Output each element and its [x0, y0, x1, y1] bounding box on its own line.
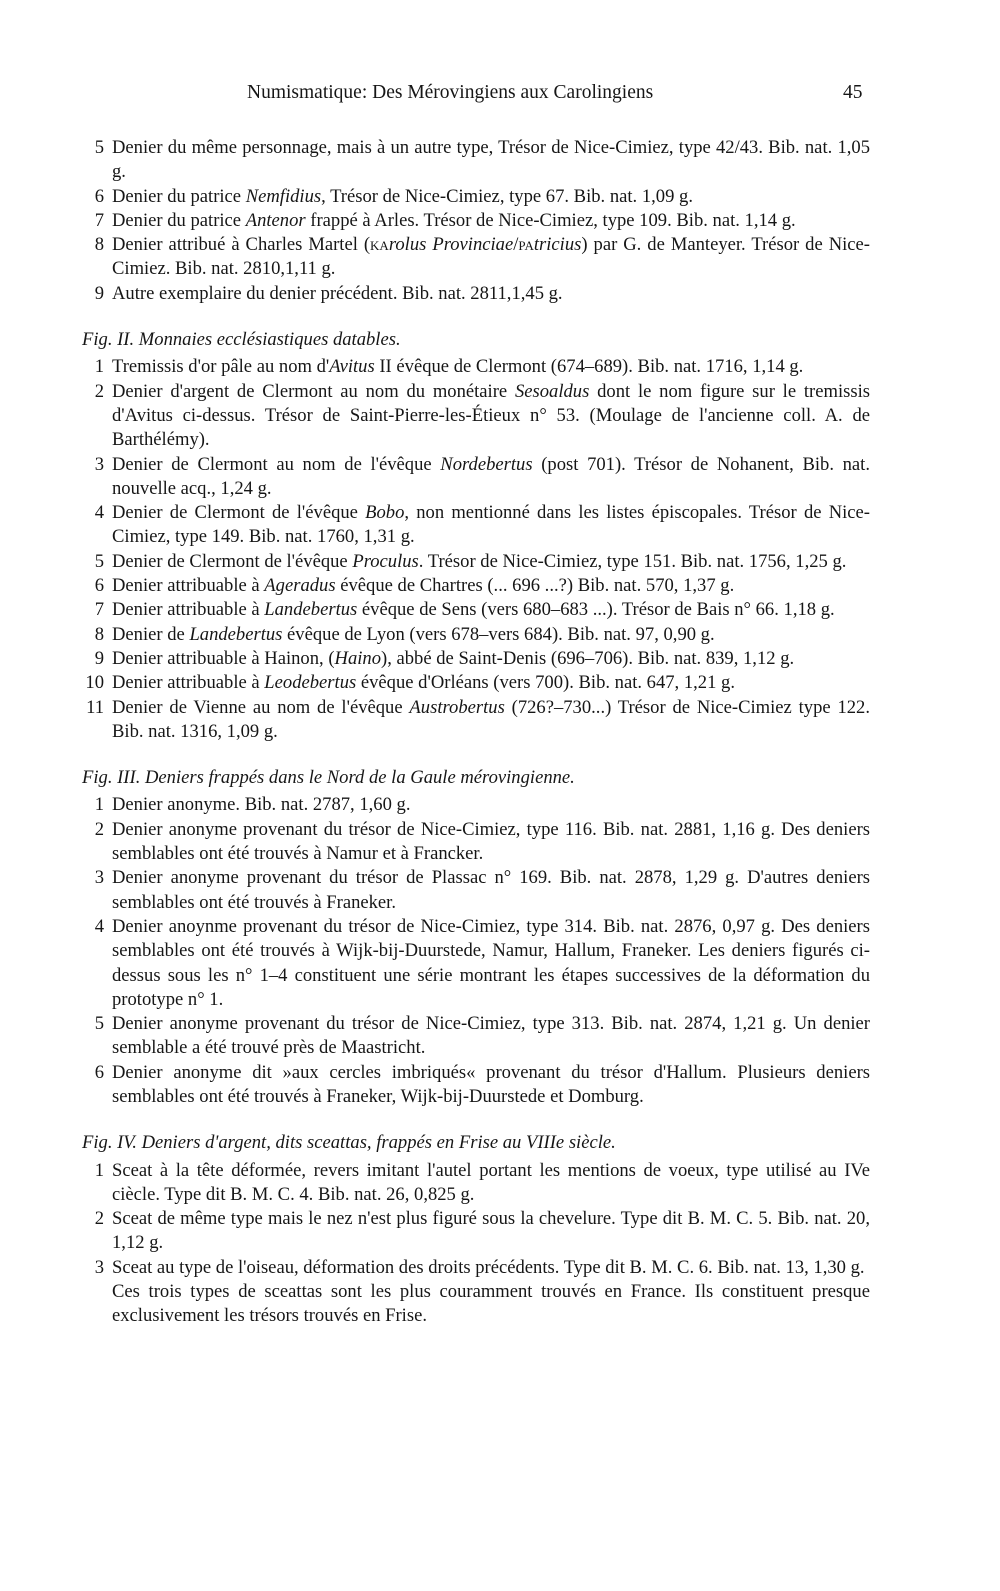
entry-number: 2 [94, 380, 104, 402]
entry-number: 5 [94, 1013, 104, 1035]
entry-number: 1 [94, 1159, 104, 1181]
caption-entry [88, 1256, 870, 1280]
caption-entry [88, 1061, 870, 1110]
caption-entry [88, 598, 870, 622]
entry-text: Sceat à la tête déformée, revers imitant l'autel portant les mentions de voeux, type utilisé au IVe ciècle. Type dit B. M. C. 4. Bib. nat. 26, 0,825 g. [112, 1159, 870, 1205]
entry-number: 11 [86, 696, 104, 718]
caption-entry [88, 1159, 870, 1208]
caption-entry [88, 866, 870, 915]
caption-entry [88, 233, 870, 282]
caption-entry [88, 1207, 870, 1256]
caption-entry [88, 1012, 870, 1061]
entry-number: 7 [94, 209, 104, 231]
caption-entry [88, 209, 870, 233]
entry-number: 4 [94, 915, 104, 937]
caption-entry [88, 623, 870, 647]
entry-text: Sceat au type de l'oiseau, déformation des droits précédents. Type dit B. M. C. 6. Bib. nat. 13, 1,30 g. [112, 1256, 865, 1278]
caption-entry [88, 818, 870, 867]
caption-entry [88, 136, 870, 185]
entry-text: Denier du patrice Nemfidius, Trésor de Nice-Cimiez, type 67. Bib. nat. 1,09 g. [112, 185, 693, 207]
entry-number: 8 [94, 623, 104, 645]
entry-text: Denier anonyme provenant du trésor de Plassac n° 169. Bib. nat. 2878, 1,29 g. D'autres deniers semblables ont été trouvés à Franeker. [112, 867, 870, 913]
entry-number: 8 [94, 234, 104, 256]
caption-entry [88, 282, 870, 306]
caption-entry [88, 355, 870, 379]
entry-number: 1 [94, 794, 104, 816]
entry-number: 9 [94, 282, 104, 304]
caption-entry [85, 671, 870, 695]
entry-text: Denier de Clermont au nom de l'évêque Nordebertus (post 701). Trésor de Nohanent, Bib. nat. nouvelle acq., 1,24 g. [112, 453, 870, 499]
entry-number: 2 [94, 1208, 104, 1230]
section-heading: Fig. II. Monnaies ecclésiastiques datables. [82, 329, 401, 351]
entry-number: 7 [94, 599, 104, 621]
entry-number: 3 [94, 1256, 104, 1278]
entry-number: 3 [94, 867, 104, 889]
entry-number: 3 [94, 453, 104, 475]
caption-entry [88, 380, 870, 453]
entry-text: Denier du patrice Antenor frappé à Arles. Trésor de Nice-Cimiez, type 109. Bib. nat. 1,14 g. [112, 209, 796, 231]
caption-entry [88, 453, 870, 502]
caption-entry [88, 647, 870, 671]
entry-text: Denier anonyme provenant du trésor de Nice-Cimiez, type 313. Bib. nat. 2874, 1,21 g. Un denier semblable a été trouvé près de Maastricht. [112, 1013, 870, 1059]
entry-text: Sceat de même type mais le nez n'est plus figuré sous la chevelure. Type dit B. M. C. 5. Bib. nat. 20, 1,12 g. [112, 1208, 870, 1254]
caption-entry [88, 501, 870, 550]
running-header [0, 82, 1000, 112]
page-number: 45 [843, 82, 863, 103]
entry-number: 1 [94, 356, 104, 378]
entry-number: 4 [94, 502, 104, 524]
entry-text: Denier attribuable à Landebertus évêque de Sens (vers 680–683 ...). Trésor de Bais n° 66. 1,18 g. [112, 599, 835, 621]
running-title: Numismatique: Des Mérovingiens aux Carolingiens [247, 82, 654, 103]
entry-text: Denier de Landebertus évêque de Lyon (vers 678–vers 684). Bib. nat. 97, 0,90 g. [112, 623, 715, 645]
entry-text: Denier attribuable à Ageradus évêque de Chartres (... 696 ...?) Bib. nat. 570, 1,37 g. [112, 575, 735, 597]
entry-number: 6 [94, 575, 104, 597]
entry-text: Denier attribuable à Hainon, (Haino), abbé de Saint-Denis (696–706). Bib. nat. 839, 1,12 g. [112, 647, 795, 669]
entry-text: Denier d'argent de Clermont au nom du monétaire Sesoaldus dont le nom figure sur le tremissis d'Avitus ci-dessus. Trésor de Saint-Pierre-les-Étieux n° 53. (Moulage de l'ancienne coll. A. de Barthélémy). [112, 380, 870, 451]
entry-text: Denier de Vienne au nom de l'évêque Austrobertus (726?–730...) Trésor de Nice-Cimiez type 122. Bib. nat. 1316, 1,09 g. [112, 696, 870, 742]
entry-number: 6 [94, 1061, 104, 1083]
entry-text: Denier anonyme provenant du trésor de Nice-Cimiez, type 116. Bib. nat. 2881, 1,16 g. Des deniers semblables ont été trouvés à Namur et à Francker. [112, 818, 870, 865]
entry-text: Denier anoynme provenant du trésor de Nice-Cimiez, type 314. Bib. nat. 2876, 0,97 g. Des deniers semblables ont été trouvés à Wijk-bij-Duurstede, Namur, Hallum, Franeker. Les deniers figurés ci-dessus sous les n° 1–4 constituent une série montrant les étapes successives de la déformation du prototype n° 1. [112, 915, 870, 1010]
entry-text: Denier attribuable à Leodebertus évêque d'Orléans (vers 700). Bib. nat. 647, 1,21 g. [112, 672, 735, 694]
entry-text: Denier anonyme dit »aux cercles imbriqués« provenant du trésor d'Hallum. Plusieurs deniers semblables ont été trouvés à Franeker, Wijk-bij-Duurstede et Domburg. [112, 1061, 870, 1107]
entry-number: 5 [94, 137, 104, 158]
entry-text: Denier anonyme. Bib. nat. 2787, 1,60 g. [112, 794, 411, 816]
entry-number: 9 [94, 647, 104, 669]
entry-text: Denier du même personnage, mais à un autre type, Trésor de Nice-Cimiez, type 42/43. Bib. nat. 1,05 g. [112, 137, 870, 183]
caption-section [82, 1131, 870, 1328]
caption-entry [88, 696, 870, 745]
caption-entry [88, 793, 870, 817]
caption-entry [88, 574, 870, 598]
entry-text: Denier de Clermont de l'évêque Proculus. Trésor de Nice-Cimiez, type 151. Bib. nat. 1756, 1,25 g. [112, 550, 847, 572]
caption-section [82, 328, 870, 744]
caption-entry [88, 915, 870, 1012]
entry-text: Denier attribué à Charles Martel (karolus Provinciae/patricius) par G. de Manteyer. Trésor de Nice-Cimiez. Bib. nat. 2810,1,11 g. [112, 234, 870, 280]
entry-number: 2 [94, 818, 104, 840]
section-heading: Fig. IV. Deniers d'argent, dits sceattas, frappés en Frise au VIIIe siècle. [82, 1132, 616, 1154]
document-body [82, 136, 870, 1329]
entry-number: 10 [85, 672, 104, 694]
entry-text: Denier de Clermont de l'évêque Bobo, non mentionné dans les listes épiscopales. Trésor de Nice-Cimiez, type 149. Bib. nat. 1760, 1,31 g. [112, 502, 870, 548]
entry-number: 5 [94, 550, 104, 572]
caption-section [88, 136, 870, 306]
section-heading: Fig. III. Deniers frappés dans le Nord de la Gaule mérovingienne. [82, 767, 575, 789]
entry-number: 6 [94, 185, 104, 207]
caption-entry [88, 550, 870, 574]
section-note: Ces trois types de sceattas sont les plus couramment trouvés en France. Ils constituent presque exclusivement les trésors trouvés en Frise. [112, 1281, 870, 1327]
caption-section [82, 766, 870, 1109]
entry-text: Autre exemplaire du denier précédent. Bib. nat. 2811,1,45 g. [112, 282, 563, 304]
caption-entry [88, 185, 870, 209]
entry-text: Tremissis d'or pâle au nom d'Avitus II évêque de Clermont (674–689). Bib. nat. 1716, 1,14 g. [112, 356, 804, 378]
